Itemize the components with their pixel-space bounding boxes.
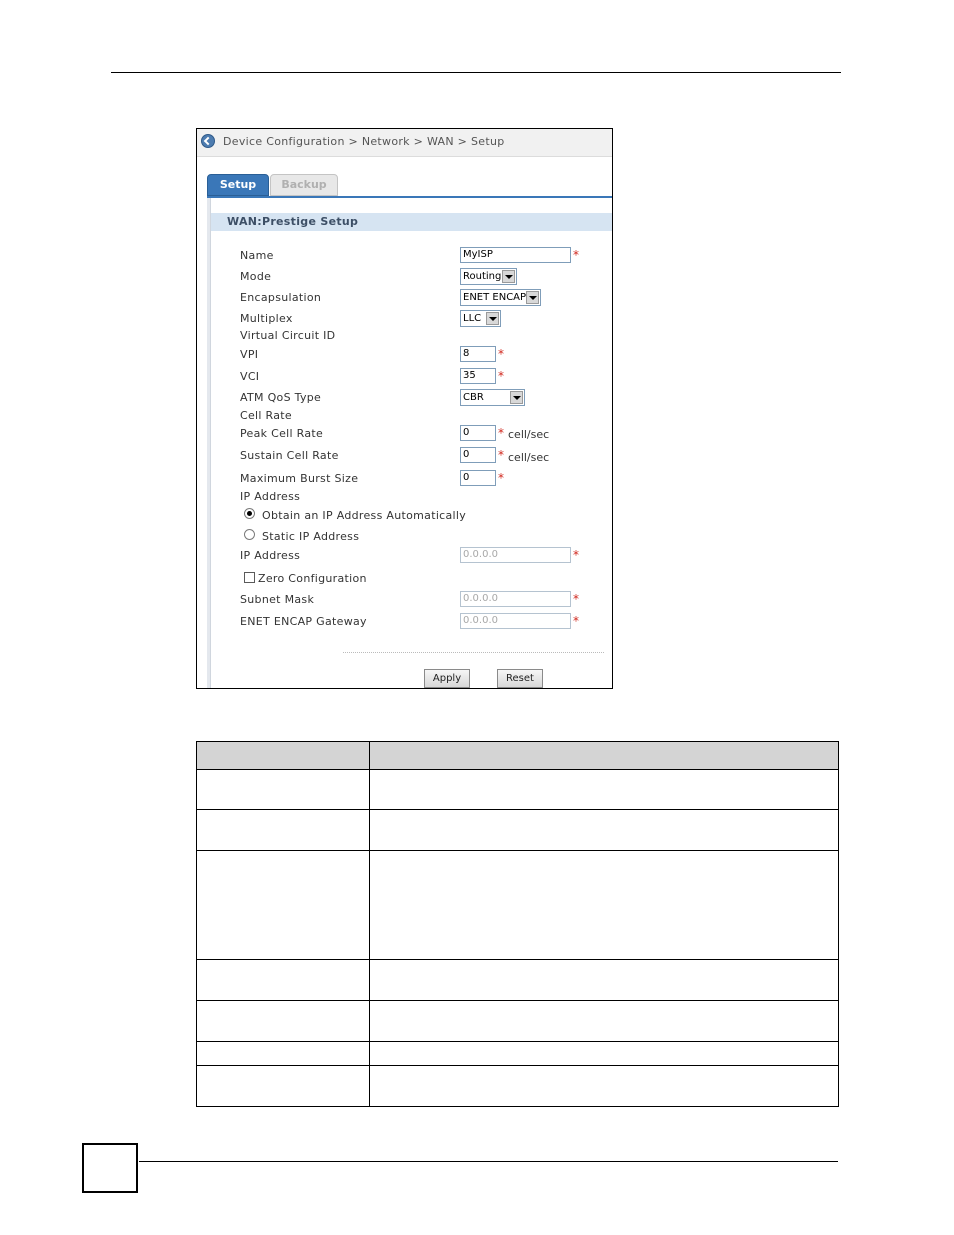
required-mark: *: [498, 426, 504, 440]
table-border: [838, 741, 839, 1107]
encapsulation-select[interactable]: [460, 289, 541, 306]
atm-qos-value: CBR: [463, 392, 484, 403]
required-mark: *: [498, 369, 504, 383]
ip-address-heading: IP Address: [240, 490, 301, 503]
subnet-mask-input[interactable]: 0.0.0.0: [460, 591, 571, 607]
required-mark: *: [573, 592, 579, 606]
page-number-box: [82, 1143, 138, 1193]
wan-setup-screenshot: [196, 128, 613, 689]
vci-label: VCI: [240, 370, 260, 383]
mode-select[interactable]: [460, 268, 517, 285]
apply-button[interactable]: Apply: [424, 669, 470, 688]
required-mark: *: [498, 448, 504, 462]
tab-underline: [207, 196, 612, 198]
enet-gateway-input[interactable]: 0.0.0.0: [460, 613, 571, 629]
chevron-down-icon: [526, 291, 539, 304]
peak-cell-rate-unit: cell/sec: [508, 428, 550, 441]
static-ip-radio[interactable]: [244, 529, 255, 540]
vpi-input[interactable]: 8: [460, 346, 496, 362]
vpi-label: VPI: [240, 348, 259, 361]
sustain-cell-rate-label: Sustain Cell Rate: [240, 449, 339, 462]
multiplex-select[interactable]: [460, 310, 501, 327]
multiplex-label: Multiplex: [240, 312, 293, 325]
header-rule: [111, 72, 841, 73]
table-row-line: [196, 1000, 839, 1001]
multiplex-value: LLC: [463, 313, 482, 324]
static-ip-label: Static IP Address: [262, 530, 360, 543]
section-title: WAN:Prestige Setup: [211, 213, 612, 231]
table-row-line: [196, 809, 839, 810]
footer-rule: [139, 1161, 838, 1162]
reset-button[interactable]: Reset: [497, 669, 543, 688]
table-row-line: [196, 1065, 839, 1066]
chevron-down-icon: [486, 312, 499, 325]
virtual-circuit-heading: Virtual Circuit ID: [240, 329, 336, 342]
obtain-auto-radio[interactable]: [244, 508, 255, 519]
required-mark: *: [498, 347, 504, 361]
field-description-table: [196, 741, 839, 1107]
table-row-line: [196, 1106, 839, 1107]
required-mark: *: [573, 548, 579, 562]
breadcrumb: Device Configuration > Network > WAN > Setup: [223, 135, 505, 148]
panel-edge: [207, 198, 211, 688]
required-mark: *: [573, 614, 579, 628]
tab-backup[interactable]: Backup: [270, 174, 338, 196]
mode-value: Routing: [463, 271, 502, 282]
encapsulation-value: ENET ENCAP: [463, 292, 527, 303]
max-burst-size-label: Maximum Burst Size: [240, 472, 359, 485]
table-header-row: [196, 741, 839, 769]
zero-config-label: Zero Configuration: [258, 572, 367, 585]
zero-config-checkbox[interactable]: [244, 572, 255, 583]
nav-arrow-icon: [201, 134, 215, 148]
ip-address-input[interactable]: 0.0.0.0: [460, 547, 571, 563]
table-row-line: [196, 850, 839, 851]
cell-rate-heading: Cell Rate: [240, 409, 292, 422]
ip-address-label: IP Address: [240, 549, 301, 562]
atm-qos-label: ATM QoS Type: [240, 391, 322, 404]
breadcrumb-bar: [197, 129, 612, 157]
name-input[interactable]: MyISP: [460, 247, 571, 263]
chevron-down-icon: [502, 270, 515, 283]
tab-setup[interactable]: Setup: [207, 174, 269, 196]
table-row-line: [196, 769, 839, 770]
table-border: [196, 741, 197, 1107]
max-burst-size-input[interactable]: 0: [460, 470, 496, 486]
mode-label: Mode: [240, 270, 272, 283]
sustain-cell-rate-unit: cell/sec: [508, 451, 550, 464]
encapsulation-label: Encapsulation: [240, 291, 322, 304]
chevron-down-icon: [510, 391, 523, 404]
enet-gateway-label: ENET ENCAP Gateway: [240, 615, 367, 628]
peak-cell-rate-input[interactable]: 0: [460, 425, 496, 441]
required-mark: *: [498, 471, 504, 485]
obtain-auto-label: Obtain an IP Address Automatically: [262, 509, 467, 522]
table-row-line: [196, 959, 839, 960]
divider: [343, 652, 604, 653]
sustain-cell-rate-input[interactable]: 0: [460, 447, 496, 463]
required-mark: *: [573, 248, 579, 262]
vci-input[interactable]: 35: [460, 368, 496, 384]
table-row-line: [196, 1041, 839, 1042]
name-label: Name: [240, 249, 274, 262]
peak-cell-rate-label: Peak Cell Rate: [240, 427, 324, 440]
table-row-line: [196, 741, 839, 742]
subnet-mask-label: Subnet Mask: [240, 593, 315, 606]
table-column-divider: [369, 741, 370, 1107]
atm-qos-select[interactable]: [460, 389, 525, 406]
